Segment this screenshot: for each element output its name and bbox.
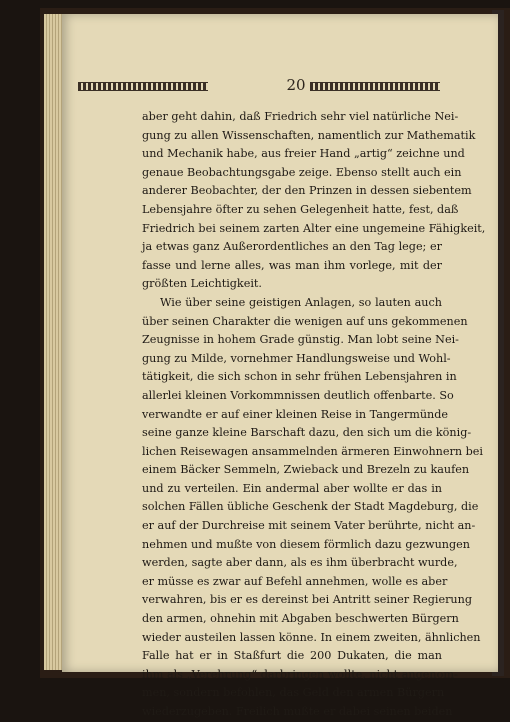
text-line: Friedrich bei seinem zarten Alter eine ungemeine Fähigkeit, (142, 221, 486, 235)
text-line: wiederzugeben. Freilich mußte er dabei seinen beiden (142, 705, 453, 718)
text-line: Zeugnisse in hohem Grade günstig. Man lobt seine Nei- (142, 333, 459, 347)
text-line: gung zu Milde, vornehmer Handlungsweise und Wohl- (142, 351, 451, 365)
text-line: er auf der Durchreise mit seinem Vater berührte, nicht an- (142, 519, 476, 533)
text-line: verwandte er auf einer kleinen Reise in Tangermünde (142, 407, 449, 421)
header-ornament-right (310, 82, 440, 91)
text-line: seine ganze kleine Barschaft dazu, den sich um die könig- (142, 426, 472, 440)
text-line: ihm als „Verehrung“ darbringen wollte, nicht angenom- (142, 667, 458, 681)
text-line: und zu verteilen. Ein andermal aber wollte er das in (142, 481, 442, 495)
page-header (78, 76, 418, 96)
text-line: er müsse es zwar auf Befehl annehmen, wolle es aber (142, 574, 448, 588)
text-line: allerlei kleinen Vorkommnissen deutlich offenbarte. So (142, 388, 454, 402)
text-line: nehmen und mußte von diesem förmlich dazu gezwungen (142, 537, 470, 551)
text-line: fasse und lerne alles, was man ihm vorlege, mit der (142, 258, 442, 272)
text-line: über seinen Charakter die wenigen auf uns gekommenen (142, 314, 468, 328)
text-line: den armen, ohnehin mit Abgaben beschwerten Bürgern (142, 612, 459, 626)
text-line: größten Leichtigkeit. (142, 277, 262, 291)
text-line: gung zu allen Wissenschaften, namentlich zur Mathematik (142, 128, 476, 142)
text-line: Lebensjahre öfter zu sehen Gelegenheit hatte, fest, daß (142, 202, 459, 216)
text-line: werden, sagte aber dann, als es ihm überbracht wurde, (142, 556, 458, 570)
text-line: men, sondern befohlen, das Geld den armen Bürgern (142, 686, 445, 700)
text-line: wieder austeilen lassen könne. In einem zweiten, ähnlichen (142, 630, 481, 644)
text-line: einem Bäcker Semmeln, Zwieback und Brezeln zu kaufen (142, 463, 470, 477)
text-line: tätigkeit, die sich schon in sehr frühen Lebensjahren in (142, 370, 457, 384)
text-line: verwahren, bis er es dereinst bei Antritt seiner Regierung (142, 593, 472, 607)
text-line: Falle hat er in Staßfurt die 200 Dukaten, die man (142, 649, 442, 663)
body-text (142, 108, 486, 722)
text-line: anderer Beobachter, der den Prinzen in dessen siebentem (142, 184, 472, 198)
page-number: 20 (286, 76, 306, 94)
page-edges (44, 14, 64, 670)
text-line: aber geht dahin, daß Friedrich sehr viel natürliche Nei- (142, 110, 459, 123)
text-line: solchen Fällen übliche Geschenk der Stadt Magdeburg, die (142, 500, 479, 514)
text-line: Wie über seine geistigen Anlagen, so lauten auch (160, 295, 442, 309)
text-line: lichen Reisewagen ansammelnden ärmeren Einwohnern bei (142, 444, 483, 458)
text-line: und Mechanik habe, aus freier Hand „artig“ zeichne und (142, 147, 465, 161)
text-line: ja etwas ganz Außerordentliches an den Tag lege; er (142, 240, 442, 254)
header-ornament-left (78, 82, 208, 91)
text-line: genaue Beobachtungsgabe zeige. Ebenso stellt auch ein (142, 165, 462, 179)
